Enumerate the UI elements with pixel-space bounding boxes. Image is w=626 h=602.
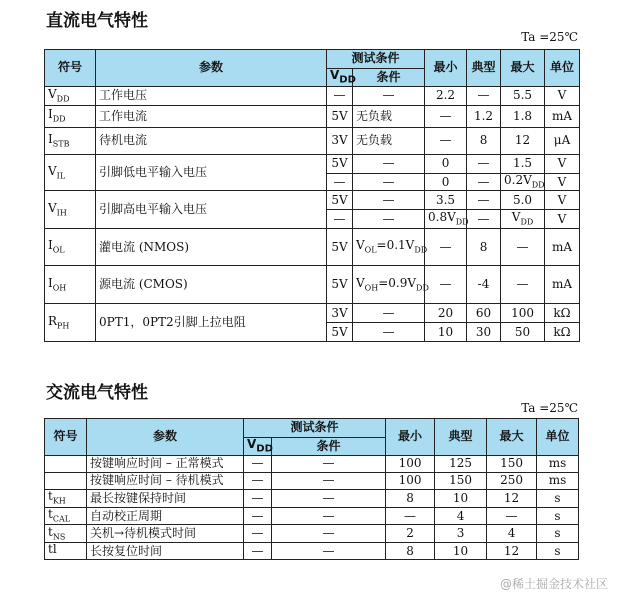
header-min: 最小 [425,50,467,87]
typ-cell: — [467,87,501,106]
max-cell: 5.0 [501,191,545,210]
unit-cell: μA [545,128,580,155]
min-cell: 100 [386,473,435,490]
header-symbol: 符号 [45,419,87,456]
vdd-cell: 5V [327,155,353,174]
symbol-cell: $I_{OL}$ [45,229,96,266]
min-cell: — [425,229,467,266]
unit-cell: s [537,525,579,543]
header-typ: 典型 [435,419,487,456]
condition-cell: — [272,473,386,490]
condition-cell: — [353,191,425,210]
param-cell: 长按复位时间 [87,543,244,560]
vdd-cell: 5V [327,266,353,304]
vdd-cell: 3V [327,128,353,155]
header-max: 最大 [501,50,545,87]
min-cell: 2.2 [425,87,467,106]
table-row [45,473,579,490]
param-cell: 工作电压 [96,87,327,106]
vdd-cell: — [327,87,353,106]
vdd-cell: 5V [327,323,353,342]
condition-cell: — [272,508,386,525]
symbol-cell: $V_{DD}$ [45,87,96,106]
unit-cell: s [537,508,579,525]
unit-cell: ms [537,456,579,473]
vdd-cell: 3V [327,304,353,323]
typ-cell: 10 [435,490,487,508]
max-cell: 250 [487,473,537,490]
typ-cell: 1.2 [467,106,501,128]
condition-cell: — [272,456,386,473]
typ-cell: 30 [467,323,501,342]
table-row [45,229,580,266]
symbol-cell: $I_{STB}$ [45,128,96,155]
symbol-cell [45,456,87,473]
table-row [45,155,580,174]
vdd-cell: — [244,490,272,508]
table-row [45,543,579,560]
symbol-cell: $t_{CAL}$ [45,508,87,525]
param-cell: 待机电流 [96,128,327,155]
table-row [45,304,580,323]
condition-cell: — [353,87,425,106]
header-max: 最大 [487,419,537,456]
max-cell: 12 [487,490,537,508]
typ-cell: — [467,174,501,191]
vdd-cell: — [327,210,353,229]
header-typ: 典型 [467,50,501,87]
unit-cell: s [537,543,579,560]
typ-cell: 60 [467,304,501,323]
condition-cell: $V_{OL}=0.1V_{DD}$ [353,229,425,266]
unit-cell: V [545,191,580,210]
min-cell: 8 [386,543,435,560]
max-cell: 12 [487,543,537,560]
max-cell: 100 [501,304,545,323]
vdd-cell: 5V [327,191,353,210]
max-cell: 1.5 [501,155,545,174]
condition-cell: — [353,323,425,342]
header-param: 参数 [96,50,327,87]
unit-cell: kΩ [545,304,580,323]
symbol-cell: $I_{DD}$ [45,106,96,128]
condition-cell: — [353,304,425,323]
header-unit: 单位 [537,419,579,456]
table-row [45,106,580,128]
min-cell: — [425,128,467,155]
min-cell: $0.8V_{DD}$ [425,210,467,229]
min-cell: 8 [386,490,435,508]
condition-cell: — [272,525,386,543]
table-row [45,87,580,106]
max-cell: 5.5 [501,87,545,106]
header-condition: 条件 [353,69,425,87]
unit-cell: ms [537,473,579,490]
header-symbol: 符号 [45,50,96,87]
header-condition: 条件 [272,438,386,456]
max-cell: — [501,229,545,266]
param-cell: 灌电流 (NMOS) [96,229,327,266]
symbol-cell: $R_{PH}$ [45,304,96,342]
symbol-cell [45,473,87,490]
header-test-conditions: 测试条件 [244,419,386,438]
dc-characteristics-table [44,49,580,342]
condition-cell: — [272,543,386,560]
typ-cell: 8 [467,128,501,155]
vdd-cell: 5V [327,229,353,266]
unit-cell: mA [545,266,580,304]
condition-cell: $V_{OH}=0.9V_{DD}$ [353,266,425,304]
max-cell: — [487,508,537,525]
vdd-cell: — [244,456,272,473]
min-cell: 0 [425,155,467,174]
min-cell: 0 [425,174,467,191]
ac-temperature: Ta =25℃ [521,401,578,415]
symbol-cell: $V_{IH}$ [45,191,96,229]
param-cell: 源电流 (CMOS) [96,266,327,304]
param-cell: 按键响应时间 – 待机模式 [87,473,244,490]
max-cell: $0.2V_{DD}$ [501,174,545,191]
condition-cell: — [353,155,425,174]
min-cell: — [425,106,467,128]
max-cell: 150 [487,456,537,473]
table-row [45,508,579,525]
symbol-cell: $I_{OH}$ [45,266,96,304]
vdd-cell: — [244,543,272,560]
symbol-cell: $t_{NS}$ [45,525,87,543]
symbol-cell: $t_{KH}$ [45,490,87,508]
max-cell: 1.8 [501,106,545,128]
min-cell: — [425,266,467,304]
table-row [45,490,579,508]
symbol-cell: tl [45,543,87,560]
param-cell: 引脚低电平输入电压 [96,155,327,191]
param-cell: 自动校正周期 [87,508,244,525]
header-vdd: $V_{DD}$ [244,438,272,456]
param-cell: 关机→待机模式时间 [87,525,244,543]
typ-cell: 4 [435,508,487,525]
min-cell: 100 [386,456,435,473]
unit-cell: kΩ [545,323,580,342]
header-vdd: $V_{DD}$ [327,69,353,87]
condition-cell: — [353,174,425,191]
param-cell: 按键响应时间 – 正常模式 [87,456,244,473]
unit-cell: s [537,490,579,508]
max-cell: $V_{DD}$ [501,210,545,229]
condition-cell: 无负载 [353,106,425,128]
unit-cell: V [545,210,580,229]
typ-cell: — [467,155,501,174]
unit-cell: mA [545,229,580,266]
param-cell: 最长按键保持时间 [87,490,244,508]
unit-cell: mA [545,106,580,128]
typ-cell: — [467,191,501,210]
table-row [45,266,580,304]
typ-cell: -4 [467,266,501,304]
condition-cell: 无负载 [353,128,425,155]
min-cell: — [386,508,435,525]
typ-cell: 150 [435,473,487,490]
typ-cell: 125 [435,456,487,473]
max-cell: 50 [501,323,545,342]
condition-cell: — [353,210,425,229]
vdd-cell: — [244,473,272,490]
vdd-cell: — [244,525,272,543]
unit-cell: V [545,174,580,191]
param-cell: 0PT1，0PT2引脚上拉电阻 [96,304,327,342]
table-row [45,525,579,543]
table-row [45,456,579,473]
ac-title: 交流电气特性 [46,383,148,403]
max-cell: — [501,266,545,304]
max-cell: 4 [487,525,537,543]
typ-cell: 10 [435,543,487,560]
param-cell: 引脚高电平输入电压 [96,191,327,229]
min-cell: 3.5 [425,191,467,210]
header-unit: 单位 [545,50,580,87]
dc-temperature: Ta =25℃ [521,30,578,44]
dc-title: 直流电气特性 [46,11,148,31]
typ-cell: 8 [467,229,501,266]
vdd-cell: 5V [327,106,353,128]
min-cell: 20 [425,304,467,323]
min-cell: 2 [386,525,435,543]
condition-cell: — [272,490,386,508]
unit-cell: V [545,87,580,106]
typ-cell: — [467,210,501,229]
param-cell: 工作电流 [96,106,327,128]
table-row [45,191,580,210]
header-test-conditions: 测试条件 [327,50,425,69]
ac-characteristics-table [44,418,579,560]
max-cell: 12 [501,128,545,155]
header-param: 参数 [87,419,244,456]
min-cell: 10 [425,323,467,342]
watermark: @稀土掘金技术社区 [499,577,608,591]
vdd-cell: — [327,174,353,191]
table-row [45,128,580,155]
header-min: 最小 [386,419,435,456]
typ-cell: 3 [435,525,487,543]
unit-cell: V [545,155,580,174]
vdd-cell: — [244,508,272,525]
symbol-cell: $V_{IL}$ [45,155,96,191]
